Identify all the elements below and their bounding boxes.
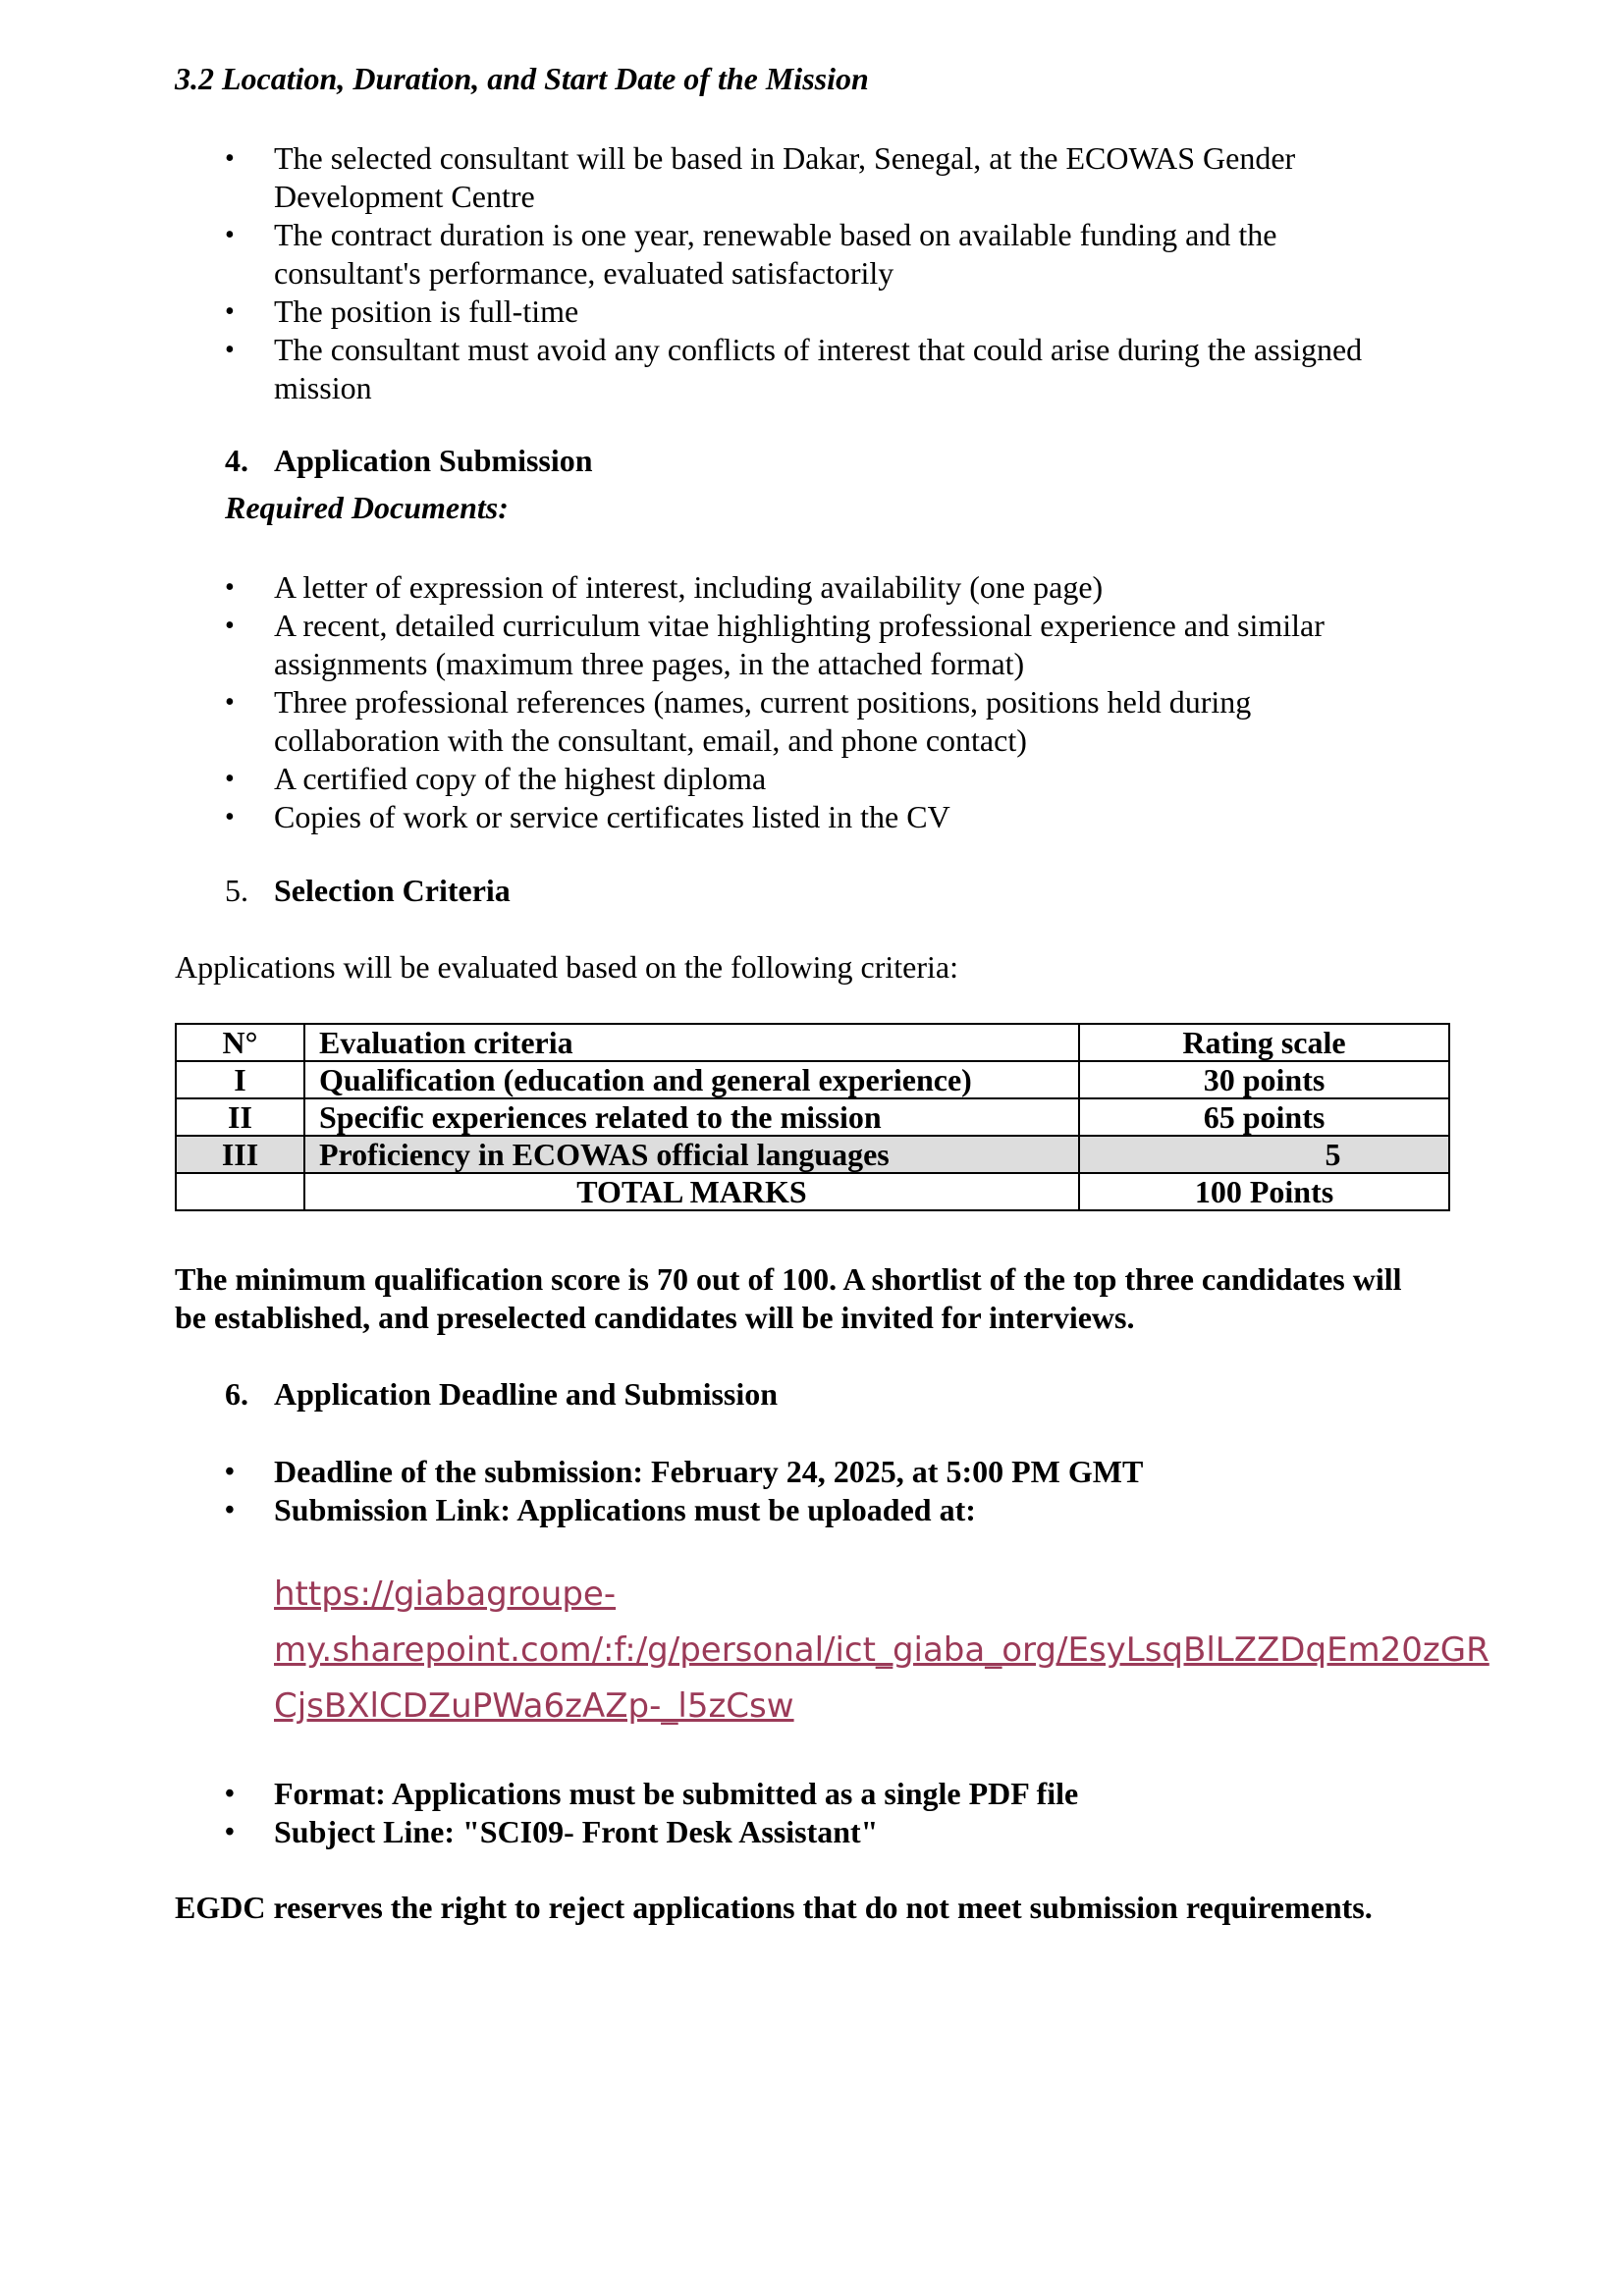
list-item: • The position is full-time [0, 293, 1362, 331]
total-label: TOTAL MARKS [304, 1173, 1079, 1210]
total-empty-cell [176, 1173, 304, 1210]
list-item: • Subject Line: "SCI09- Front Desk Assistant" [0, 1813, 1078, 1851]
section-6-number: 6. [225, 1376, 248, 1412]
evaluation-criteria-table [175, 1023, 1450, 1211]
list-item: • Three professional references (names, current positions, positions held during collaboration with the consultant, email, and phone contact) [0, 683, 1325, 760]
list-item: • Submission Link: Applications must be uploaded at: [0, 1491, 1143, 1529]
table-row [176, 1098, 1449, 1136]
row-criteria: Specific experiences related to the mission [304, 1098, 1079, 1136]
section-3-2-heading: 3.2 Location, Duration, and Start Date of the Mission [175, 61, 869, 96]
header-rating: Rating scale [1079, 1024, 1449, 1061]
section-4-subtitle: Required Documents: [225, 490, 509, 525]
row-criteria: Qualification (education and general experience) [304, 1061, 1079, 1098]
section-6-title: Application Deadline and Submission [274, 1376, 779, 1412]
list-item: • Format: Applications must be submitted as a single PDF file [0, 1775, 1078, 1813]
minimum-score-note: The minimum qualification score is 70 out of 100. A shortlist of the top three candidates will be established, and preselected candidates will be invited for interviews. [175, 1261, 1402, 1335]
row-criteria: Proficiency in ECOWAS official languages [304, 1136, 1079, 1173]
row-rating: 30 points [1079, 1061, 1449, 1098]
list-item: • The consultant must avoid any conflicts of interest that could arise during the assigned mission [0, 331, 1362, 407]
format-list [0, 1775, 1078, 1851]
list-item: • Copies of work or service certificates listed in the CV [0, 798, 1325, 836]
total-value: 100 Points [1079, 1173, 1449, 1210]
table-row [176, 1061, 1449, 1098]
list-item: • The contract duration is one year, renewable based on available funding and the consultant's performance, evaluated satisfactorily [0, 216, 1362, 293]
row-number: II [176, 1098, 304, 1136]
row-number: I [176, 1061, 304, 1098]
row-number: III [176, 1136, 304, 1173]
closing-statement: EGDC reserves the right to reject applications that do not meet submission requirements. [175, 1890, 1373, 1925]
list-item: • A letter of expression of interest, including availability (one page) [0, 568, 1325, 607]
submission-link[interactable]: https://giabagroupe- my.sharepoint.com/:f:/g/personal/ict_giaba_org/EsyLsqBlLZZDqEm20zGR CjsBXlCDZuPWa6zAZp-_l5zCsw [274, 1575, 1489, 1726]
row-rating: 65 points [1079, 1098, 1449, 1136]
section-3-2-list [0, 139, 1362, 407]
table-row [176, 1136, 1449, 1173]
section-5-title: Selection Criteria [274, 873, 511, 908]
deadline-list [0, 1453, 1143, 1529]
table-total-row [176, 1173, 1449, 1210]
list-item: • The selected consultant will be based in Dakar, Senegal, at the ECOWAS Gender Development Centre [0, 139, 1362, 216]
header-number: N° [176, 1024, 304, 1061]
required-documents-list [0, 568, 1325, 836]
section-4-title: Application Submission [274, 443, 593, 478]
section-4-number: 4. [225, 443, 248, 478]
row-rating: 5 [1079, 1136, 1449, 1173]
header-criteria: Evaluation criteria [304, 1024, 1079, 1061]
table-header-row [176, 1024, 1449, 1061]
section-5-number: 5. [225, 873, 248, 908]
list-item: • A recent, detailed curriculum vitae highlighting professional experience and similar assignments (maximum three pages, in the attached format) [0, 607, 1325, 683]
list-item: • A certified copy of the highest diploma [0, 760, 1325, 798]
criteria-intro: Applications will be evaluated based on the following criteria: [175, 949, 958, 985]
list-item: • Deadline of the submission: February 24, 2025, at 5:00 PM GMT [0, 1453, 1143, 1491]
